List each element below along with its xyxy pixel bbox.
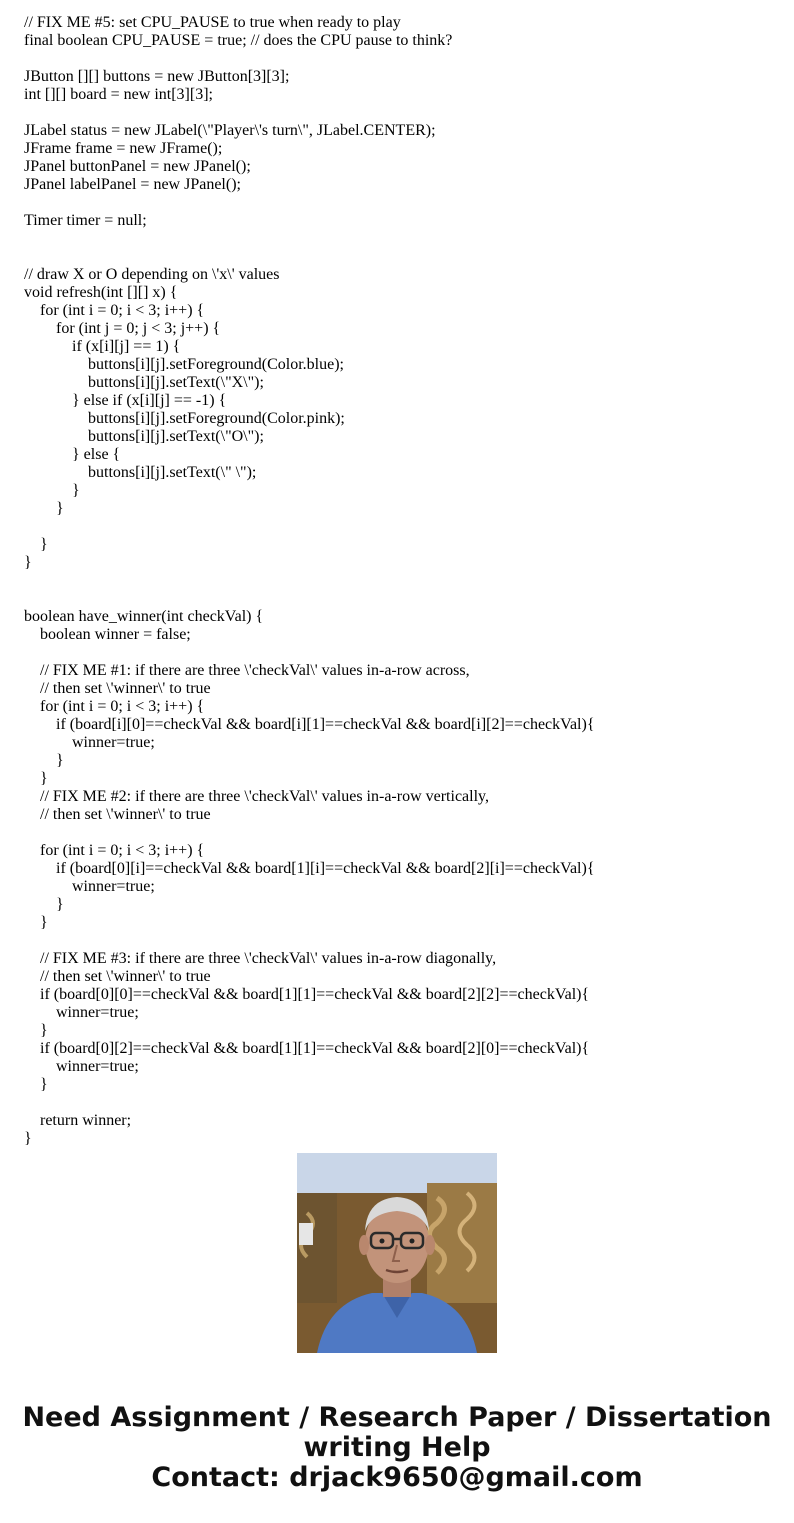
- code-line: [24, 572, 784, 590]
- code-line: JLabel status = new JLabel(\"Player\'s turn\", JLabel.CENTER);: [24, 122, 436, 139]
- footer-subheadline: writing Help: [303, 1432, 491, 1463]
- code-line: // draw X or O depending on \'x\' values: [24, 266, 280, 283]
- code-line: [24, 104, 784, 122]
- code-line: return winner;: [24, 1112, 132, 1129]
- code-line: for (int i = 0; i < 3; i++) {: [24, 698, 205, 715]
- code-line: JPanel labelPanel = new JPanel();: [24, 176, 241, 193]
- code-line: JButton [][] buttons = new JButton[3][3];: [24, 68, 290, 85]
- code-line: }: [24, 1076, 48, 1093]
- code-line: // then set \'winner\' to true: [24, 968, 211, 985]
- code-line: [24, 1094, 784, 1112]
- code-listing: [24, 14, 784, 1147]
- code-line: }: [24, 500, 64, 517]
- code-line: JFrame frame = new JFrame();: [24, 140, 223, 157]
- code-line: [24, 590, 784, 608]
- code-line: }: [24, 554, 32, 571]
- code-line: for (int i = 0; i < 3; i++) {: [24, 302, 205, 319]
- code-line: }: [24, 770, 48, 787]
- code-line: if (board[i][0]==checkVal && board[i][1]==checkVal && board[i][2]==checkVal){: [24, 716, 595, 733]
- contact-footer: [0, 1403, 794, 1493]
- code-line: [24, 518, 784, 536]
- code-line: boolean have_winner(int checkVal) {: [24, 608, 264, 625]
- code-line: }: [24, 1130, 32, 1147]
- footer-headline: Need Assignment / Research Paper / Dissertation: [22, 1402, 772, 1433]
- code-line: if (board[0][0]==checkVal && board[1][1]==checkVal && board[2][2]==checkVal){: [24, 986, 590, 1003]
- code-line: } else {: [24, 446, 121, 463]
- code-line: }: [24, 914, 48, 931]
- code-line: // then set \'winner\' to true: [24, 680, 211, 697]
- code-line: buttons[i][j].setText(\" \");: [24, 464, 257, 481]
- code-line: Timer timer = null;: [24, 212, 147, 229]
- author-avatar: [297, 1153, 497, 1353]
- code-line: }: [24, 896, 64, 913]
- code-line: for (int j = 0; j < 3; j++) {: [24, 320, 221, 337]
- code-line: buttons[i][j].setForeground(Color.blue);: [24, 356, 344, 373]
- code-line: winner=true;: [24, 734, 155, 751]
- code-line: [24, 932, 784, 950]
- code-line: } else if (x[i][j] == -1) {: [24, 392, 227, 409]
- code-line: winner=true;: [24, 1058, 139, 1075]
- code-line: int [][] board = new int[3][3];: [24, 86, 213, 103]
- code-line: void refresh(int [][] x) {: [24, 284, 178, 301]
- code-line: JPanel buttonPanel = new JPanel();: [24, 158, 251, 175]
- code-line: }: [24, 482, 80, 499]
- code-line: }: [24, 536, 48, 553]
- code-line: if (board[0][i]==checkVal && board[1][i]==checkVal && board[2][i]==checkVal){: [24, 860, 595, 877]
- code-line: // FIX ME #1: if there are three \'checkVal\' values in-a-row across,: [24, 662, 470, 679]
- code-line: }: [24, 1022, 48, 1039]
- code-line: // then set \'winner\' to true: [24, 806, 211, 823]
- code-line: [24, 50, 784, 68]
- footer-contact-email: Contact: drjack9650@gmail.com: [151, 1462, 643, 1493]
- code-line: // FIX ME #2: if there are three \'checkVal\' values in-a-row vertically,: [24, 788, 489, 805]
- code-line: winner=true;: [24, 878, 155, 895]
- code-line: for (int i = 0; i < 3; i++) {: [24, 842, 205, 859]
- code-line: [24, 230, 784, 248]
- code-line: buttons[i][j].setForeground(Color.pink);: [24, 410, 345, 427]
- code-line: }: [24, 752, 64, 769]
- author-photo: [297, 1153, 497, 1353]
- code-line: // FIX ME #3: if there are three \'checkVal\' values in-a-row diagonally,: [24, 950, 497, 967]
- code-line: if (board[0][2]==checkVal && board[1][1]==checkVal && board[2][0]==checkVal){: [24, 1040, 590, 1057]
- code-line: if (x[i][j] == 1) {: [24, 338, 181, 355]
- code-line: boolean winner = false;: [24, 626, 191, 643]
- code-line: final boolean CPU_PAUSE = true; // does the CPU pause to think?: [24, 32, 453, 49]
- code-line: buttons[i][j].setText(\"O\");: [24, 428, 264, 445]
- code-line: winner=true;: [24, 1004, 139, 1021]
- code-line: [24, 644, 784, 662]
- code-line: [24, 248, 784, 266]
- code-line: // FIX ME #5: set CPU_PAUSE to true when ready to play: [24, 14, 401, 31]
- code-line: buttons[i][j].setText(\"X\");: [24, 374, 264, 391]
- code-line: [24, 824, 784, 842]
- code-line: [24, 194, 784, 212]
